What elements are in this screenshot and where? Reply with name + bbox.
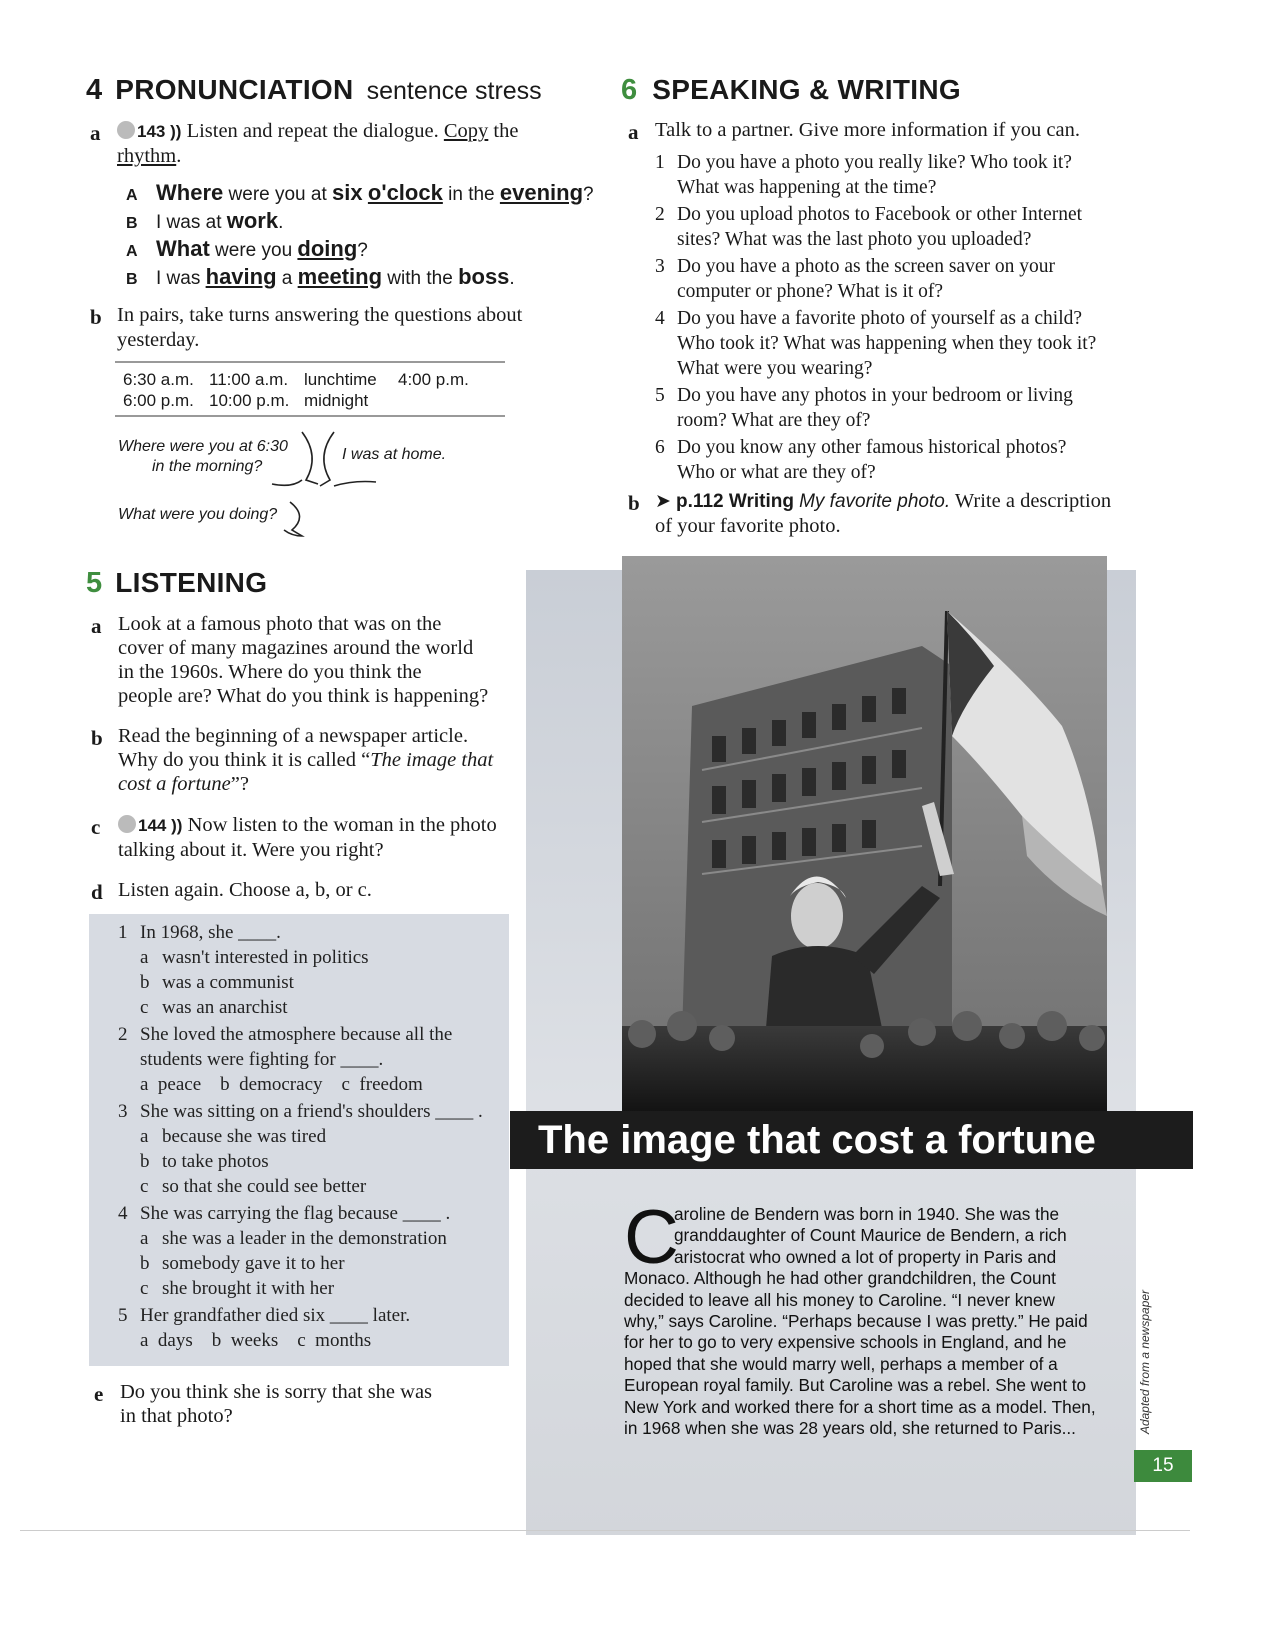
option-letter: a	[140, 1126, 149, 1147]
exercise-6a-text: Talk to a partner. Give more information if you can.	[655, 119, 1080, 141]
dialogue-text: a	[276, 268, 298, 289]
stressed-word: work	[226, 208, 279, 233]
item-text: Who or what are they of?	[677, 462, 876, 483]
option-letter: b	[140, 1151, 150, 1172]
item-number: 6	[655, 437, 665, 458]
item-text: What were you wearing?	[677, 358, 873, 379]
list-item	[655, 306, 1125, 381]
speaker-label: B	[126, 271, 138, 288]
exercise-letter: e	[94, 1382, 104, 1406]
section-number: 6	[621, 74, 638, 106]
text-line	[118, 748, 493, 772]
question-text: Her grandfather died six ____ later.	[140, 1305, 411, 1326]
dialogue-text: ?	[583, 184, 594, 205]
drop-cap: C	[624, 1195, 679, 1280]
quiz-question	[118, 920, 508, 945]
article-line: for her to go to very expensive schools in England, and he	[624, 1332, 1067, 1353]
protest-photo	[622, 556, 1107, 1116]
time-label: lunchtime	[304, 370, 377, 389]
item-text: Do you upload photos to Facebook or other Internet	[677, 204, 1083, 225]
item-text: Do you have a photo you really like? Who took it?	[677, 152, 1072, 173]
instruction-text: Listen and repeat the dialogue.	[186, 120, 439, 142]
section-title: SPEAKING & WRITING	[652, 74, 961, 105]
option-letter: a	[140, 947, 149, 968]
list-item	[655, 383, 1125, 433]
text-line: Read the beginning of a newspaper article.	[118, 725, 469, 747]
exercise-5b-text	[118, 724, 493, 796]
quiz-question	[118, 1022, 508, 1047]
section-4-heading	[86, 74, 542, 107]
times-row	[123, 369, 505, 390]
text-line: yesterday.	[117, 329, 200, 351]
text-line: people are? What do you think is happening?	[118, 685, 489, 707]
question-number: 5	[118, 1305, 128, 1326]
dialogue-text: .	[278, 212, 284, 233]
time-label: 10:00 p.m.	[209, 391, 290, 410]
item-number: 5	[655, 385, 665, 406]
article-line: European royal family. But Caroline was a rebel. She went to	[624, 1375, 1087, 1396]
bubble-text: in the morning?	[152, 458, 263, 475]
exercise-letter: a	[90, 121, 101, 145]
item-text: sites? What was the last photo you uploaded?	[677, 229, 1032, 250]
question-number: 1	[118, 922, 128, 943]
article-line: Monaco. Although he had other grandchildren, the Count	[624, 1268, 1056, 1289]
speaking-questions	[655, 150, 1125, 485]
option-letter: b	[140, 1253, 150, 1274]
page-number: 15	[1134, 1450, 1192, 1482]
option-text: somebody gave it to her	[162, 1253, 345, 1274]
text-part: Why do you think it is called “	[118, 749, 371, 771]
quiz-option[interactable]	[118, 970, 508, 995]
option-text: was a communist	[162, 972, 294, 993]
section-title: PRONUNCIATION	[115, 74, 354, 105]
quiz-option[interactable]	[118, 1276, 508, 1301]
option-text: to take photos	[162, 1151, 269, 1172]
page-bottom-rule	[20, 1530, 1190, 1531]
option-text: she was a leader in the demonstration	[162, 1228, 447, 1249]
article-line: aristocrat who owned a lot of property in Paris and	[674, 1246, 1057, 1267]
photo-illustration	[622, 556, 1107, 1116]
text-line: talking about it. Were you right?	[118, 839, 384, 861]
article-line: granddaughter of Count Maurice de Bendern, a rich	[674, 1225, 1067, 1246]
section-number: 4	[86, 74, 103, 106]
article-line: aroline de Bendern was born in 1940. She was the	[674, 1204, 1060, 1224]
option-letter: b	[140, 972, 150, 993]
dialogue-text: were you at	[223, 184, 333, 205]
page-reference-link[interactable]: p.112 Writing	[676, 491, 794, 512]
times-box	[115, 361, 505, 417]
quiz-inline-options[interactable]: a peace b democracy c freedom	[140, 1074, 423, 1095]
arrow-right-icon: ➤	[655, 490, 671, 512]
speech-bubble-answer: I was at home.	[342, 446, 447, 463]
dialogue-text: with the	[382, 268, 459, 289]
article-headline: The image that cost a fortune	[538, 1118, 1096, 1162]
text-line	[118, 772, 493, 796]
item-text: Do you know any other famous historical photos?	[677, 437, 1067, 458]
quiz-option[interactable]	[118, 1124, 508, 1149]
quiz-inline-options[interactable]: a days b weeks c months	[140, 1330, 372, 1351]
article-line: New York and worked there for a short time as a model. Then,	[624, 1396, 1096, 1417]
option-letter: a	[140, 1228, 149, 1249]
option-letter: c	[140, 1176, 149, 1197]
text-line: cover of many magazines around the world	[118, 637, 474, 659]
item-text: computer or phone? What is it of?	[677, 281, 944, 302]
exercise-6b-text	[655, 489, 1135, 539]
exercise-letter: b	[91, 726, 103, 750]
quiz-question	[118, 1201, 508, 1226]
copy-word: Copy	[443, 120, 489, 142]
question-text: She was carrying the flag because ____ .	[140, 1203, 451, 1224]
source-credit: Adapted from a newspaper	[1138, 1289, 1152, 1435]
question-text: students were fighting for ____.	[140, 1049, 384, 1070]
stressed-word: o'clock	[367, 180, 443, 205]
audio-icon[interactable]: 143 ))	[117, 122, 181, 141]
option-text: because she was tired	[162, 1126, 327, 1147]
quiz-option[interactable]	[118, 1251, 508, 1276]
text-line: Look at a famous photo that was on the	[118, 613, 442, 635]
item-text: Do you have a favorite photo of yourself as a child?	[677, 308, 1083, 329]
article-title-ref: cost a fortune	[118, 773, 231, 795]
speaker-label: A	[126, 187, 138, 204]
exercise-4a-text	[117, 119, 547, 169]
question-text: In 1968, she ____.	[140, 922, 281, 943]
bubble-text: Where were you at 6:30	[118, 438, 288, 455]
dialogue-text: ?	[357, 240, 368, 261]
dialogue-line	[126, 208, 594, 236]
list-item	[655, 254, 1125, 304]
quiz-option[interactable]	[118, 995, 508, 1020]
dialogue-line	[126, 236, 594, 264]
item-text: room? What are they of?	[677, 410, 871, 431]
list-item	[655, 150, 1125, 200]
time-label: 4:00 p.m.	[398, 370, 469, 389]
text-line: in that photo?	[120, 1405, 233, 1427]
time-label: midnight	[304, 391, 369, 410]
item-number: 3	[655, 256, 665, 277]
exercise-letter: d	[91, 880, 103, 904]
headline-bar	[510, 1111, 1193, 1169]
list-item	[655, 435, 1125, 485]
exercise-4b-text	[117, 303, 522, 353]
item-text: Do you have any photos in your bedroom or living	[677, 385, 1073, 406]
time-label: 6:30 a.m.	[123, 370, 194, 389]
question-text: She loved the atmosphere because all the	[140, 1024, 453, 1045]
times-row	[123, 390, 505, 411]
stressed-word: having	[205, 264, 277, 289]
item-number: 4	[655, 308, 665, 329]
stressed-word: meeting	[297, 264, 383, 289]
dialogue-text: were you	[209, 240, 298, 261]
dialogue-line	[126, 264, 594, 292]
exercise-letter: b	[628, 491, 640, 515]
text-part: Now listen to the woman in the photo	[187, 814, 497, 836]
option-text: so that she could see better	[162, 1176, 367, 1197]
exercise-5a-text	[118, 612, 488, 708]
item-text: Do you have a photo as the screen saver on your	[677, 256, 1055, 277]
section-6-heading	[621, 74, 961, 107]
text-line: In pairs, take turns answering the questions about	[117, 304, 523, 326]
text-line	[118, 813, 497, 838]
text-line: of your favorite photo.	[655, 515, 841, 537]
option-text: she brought it with her	[162, 1278, 335, 1299]
item-number: 2	[655, 204, 665, 225]
quiz-questions	[118, 920, 508, 1353]
stressed-word: six	[332, 180, 363, 205]
time-label: 11:00 a.m.	[209, 370, 289, 389]
option-letter: c	[140, 1278, 149, 1299]
text-part: ”?	[230, 773, 249, 795]
article-title-ref: The image that	[370, 749, 494, 771]
section-number: 5	[86, 567, 103, 599]
stressed-word: Where	[156, 180, 224, 205]
dialogue-text: I was at	[156, 212, 227, 233]
dialogue-text: .	[509, 268, 515, 289]
quiz-option[interactable]	[118, 1226, 508, 1251]
dialogue-line	[126, 180, 594, 208]
option-text: wasn't interested in politics	[162, 947, 369, 968]
time-label: 6:00 p.m.	[123, 391, 194, 410]
option-text: was an anarchist	[162, 997, 288, 1018]
article-line: hoped that she would marry well, perhaps a member of a	[624, 1353, 1058, 1374]
list-item	[655, 202, 1125, 252]
stressed-word: boss	[458, 264, 510, 289]
exercise-5c-text	[118, 813, 497, 862]
exercise-letter: a	[628, 120, 639, 144]
text-line	[655, 489, 1135, 514]
section-title: LISTENING	[115, 567, 268, 598]
exercise-5d-text: Listen again. Choose a, b, or c.	[118, 879, 372, 901]
dialogue-text: in the	[442, 184, 500, 205]
question-number: 4	[118, 1203, 128, 1224]
question-text: She was sitting on a friend's shoulders ____ .	[140, 1101, 483, 1122]
option-letter: c	[140, 997, 149, 1018]
audio-icon[interactable]: 144 ))	[118, 816, 182, 835]
dialogue-text: I was	[156, 268, 206, 289]
text-line: in the 1960s. Where do you think the	[118, 661, 422, 683]
period: .	[176, 145, 182, 167]
speaker-label: A	[126, 243, 138, 260]
section-subtitle: sentence stress	[366, 77, 542, 105]
speech-bubble-question: What were you doing?	[118, 506, 278, 523]
article-line: decided to leave all his money to Caroline. “I never knew	[624, 1289, 1055, 1310]
article-line: in 1968 when she was 28 years old, she returned to Paris...	[624, 1418, 1076, 1438]
question-number: 3	[118, 1101, 128, 1122]
exercise-5e-text	[120, 1380, 432, 1428]
item-number: 1	[655, 152, 665, 173]
quiz-question	[118, 1099, 508, 1124]
rhythm-word: rhythm	[117, 145, 177, 167]
dialogue	[126, 180, 594, 292]
exercise-letter: a	[91, 614, 102, 638]
article-body	[624, 1195, 1104, 1444]
exercise-letter: c	[91, 815, 101, 839]
stressed-word: evening	[499, 180, 584, 205]
text-line: Do you think she is sorry that she was	[120, 1381, 433, 1403]
item-text: Who took it? What was happening when they took it?	[677, 333, 1097, 354]
question-number: 2	[118, 1024, 128, 1045]
section-5-heading	[86, 567, 267, 600]
speech-bubble-tail	[270, 500, 310, 540]
quiz-question	[118, 1303, 508, 1328]
stressed-word: doing	[297, 236, 358, 261]
item-text: What was happening at the time?	[677, 177, 937, 198]
exercise-letter: b	[90, 305, 102, 329]
writing-title: My favorite photo.	[799, 491, 951, 512]
speaker-label: B	[126, 215, 138, 232]
article-line: why,” says Caroline. “Perhaps because I was pretty.” He paid	[624, 1311, 1088, 1331]
quiz-option[interactable]	[118, 945, 508, 970]
text-part: Write a description	[954, 490, 1112, 512]
quiz-option[interactable]	[118, 1174, 508, 1199]
word-the: the	[493, 120, 519, 142]
stressed-word: What	[156, 236, 210, 261]
quiz-option[interactable]	[118, 1149, 508, 1174]
